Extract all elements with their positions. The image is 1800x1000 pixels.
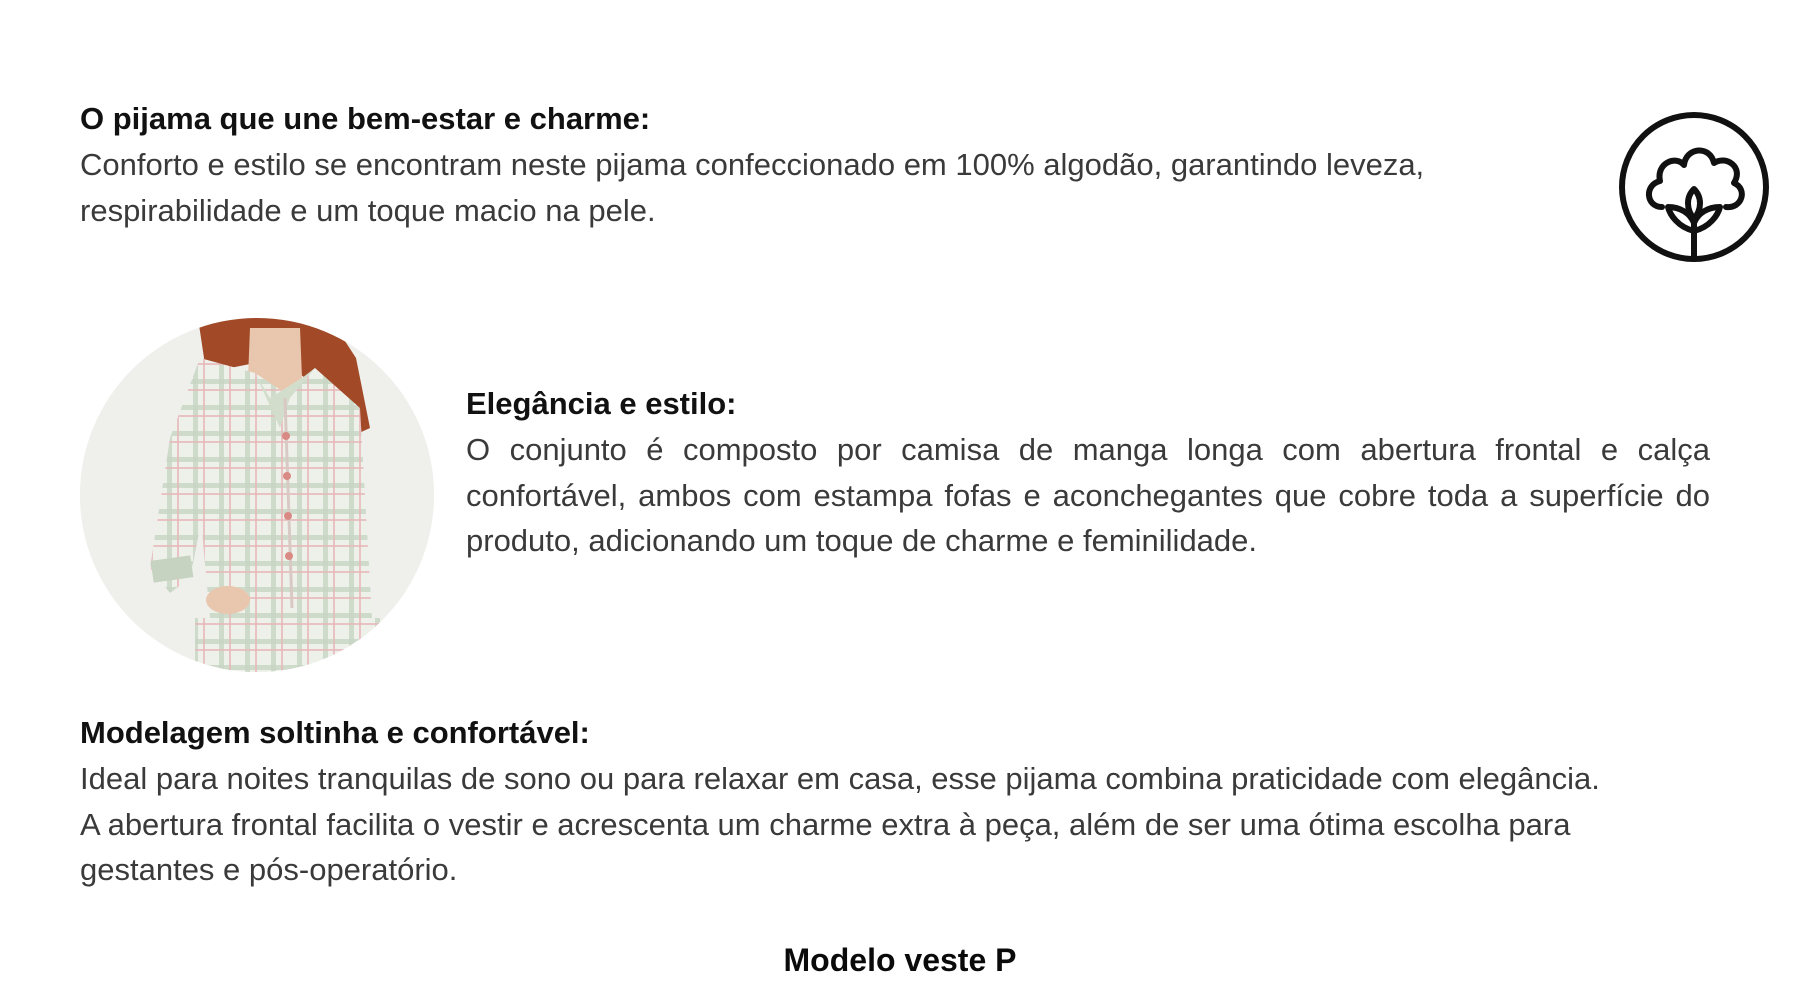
style-section-title: Elegância e estilo: <box>466 386 737 421</box>
fit-section-title: Modelagem soltinha e confortável: <box>80 715 590 750</box>
model-wearing-plaid-pajama-photo <box>80 318 434 672</box>
cotton-flower-icon <box>1618 111 1770 263</box>
fabric-section-text: Conforto e estilo se encontram neste pijama confeccionado em 100% algodão, garantindo leveza, respirabilidade e um toque macio na pele. <box>80 147 1425 228</box>
fabric-section-title: O pijama que une bem-estar e charme: <box>80 101 651 136</box>
fit-section-text: Ideal para noites tranquilas de sono ou para relaxar em casa, esse pijama combina praticidade com elegância. A abertura frontal facilita o vestir e acrescenta um charme extra à peça, além de ser uma ótima escolha para gestantes e pós-operatório. <box>80 761 1600 887</box>
model-size-note: Modelo veste P <box>783 942 1017 978</box>
style-section-text: O conjunto é composto por camisa de manga longa com abertura frontal e calça confortável, ambos com estampa fofas e aconchegantes que cobre toda a superfície do produto, adicionando um toque de charme e feminilidade. <box>466 432 1710 558</box>
